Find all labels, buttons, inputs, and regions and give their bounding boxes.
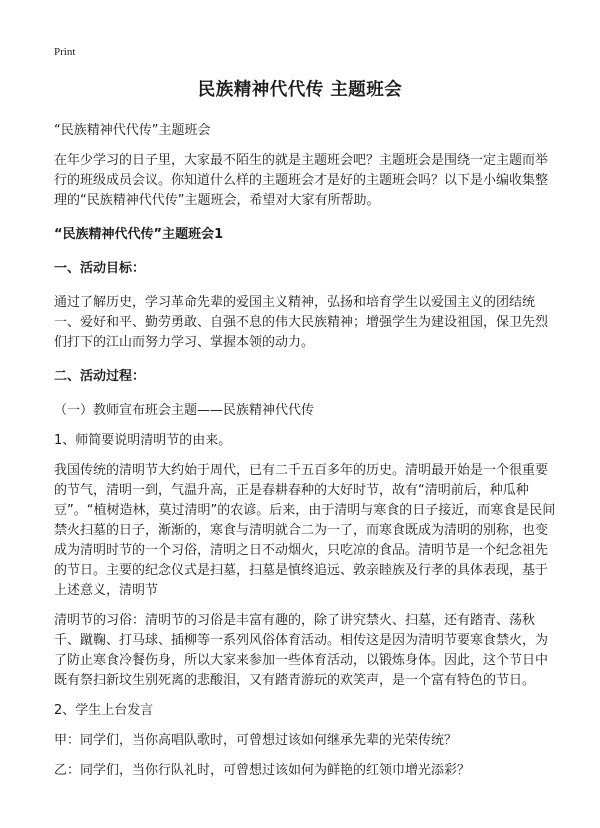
section-title: “民族精神代代传”主题班会1 [54,227,224,242]
intro-paragraph: 在年少学习的日子里，大家最不陌生的就是主题班会吧？主题班会是围绕一定主题而举行的班级成员会议。你知道什么样的主题班会才是好的主题班会吗？以下是小编收集整理的“民族精神代代传”主题班会，希望对大家有所帮助。 [54,153,549,208]
item-2: 2、学生上台发言 [54,703,154,718]
page-title: 民族精神代代传 主题班会 [197,80,403,100]
speech-a: 甲：同学们，当你高唱队歌时，可曾想过该如何继承先辈的光荣传统？ [54,733,458,748]
origin-paragraph: 我国传统的清明节大约始于周代，已有二千五百多年的历史。清明最开始是一个很重要的节气，清明一到，气温升高，正是春耕春种的大好时节，故有“清明前后，种瓜种豆”。“植树造林，莫过清明”的农谚。后来，由于清明与寒食的日子接近，而寒食是民间禁火扫墓的日子，渐渐的，寒食与清明就合二为一了，而寒食既成为清明的别称，也变成为清明时节的一个习俗，清明之日不动烟火，只吃凉的食品。清明节是一个纪念祖先的节日。主要的纪念仪式是扫墓，扫墓是慎终追远、敦亲睦族及行孝的具体表现，基于上述意义，清明节 [54,463,556,598]
step-1: （一）教师宣布班会主题——民族精神代代传 [54,403,315,418]
goal-heading: 一、活动目标： [54,261,146,276]
subtitle: “民族精神代代传”主题班会 [54,123,211,138]
item-1: 1、师简要说明清明节的由来。 [54,433,232,448]
custom-paragraph: 清明节的习俗：清明节的习俗是丰富有趣的，除了讲究禁火、扫墓，还有踏青、荡秋千、蹴鞠、打马球、插柳等一系列风俗体育活动。相传这是因为清明节要寒食禁火，为了防止寒食冷餐伤身，所以大家来参加一些体育活动，以锻炼身体。因此，这个节日中既有祭扫新坟生别死离的悲酸泪，又有踏青游玩的欢笑声，是一个富有特色的节日。 [54,613,549,688]
speech-b: 乙：同学们，当你行队礼时，可曾想过该如何为鲜艳的红领巾增光添彩？ [54,763,471,778]
process-heading: 二、活动过程： [54,369,146,384]
article-body [54,121,560,781]
print-link[interactable]: Print [54,46,76,58]
goal-paragraph: 通过了解历史，学习革命先辈的爱国主义精神，弘扬和培育学生以爱国主义的团结统一、爱好和平、勤劳勇敢、自强不息的伟大民族精神；增强学生为建设祖国，保卫先烈们打下的江山而努力学习、掌握本领的动力。 [54,295,549,350]
